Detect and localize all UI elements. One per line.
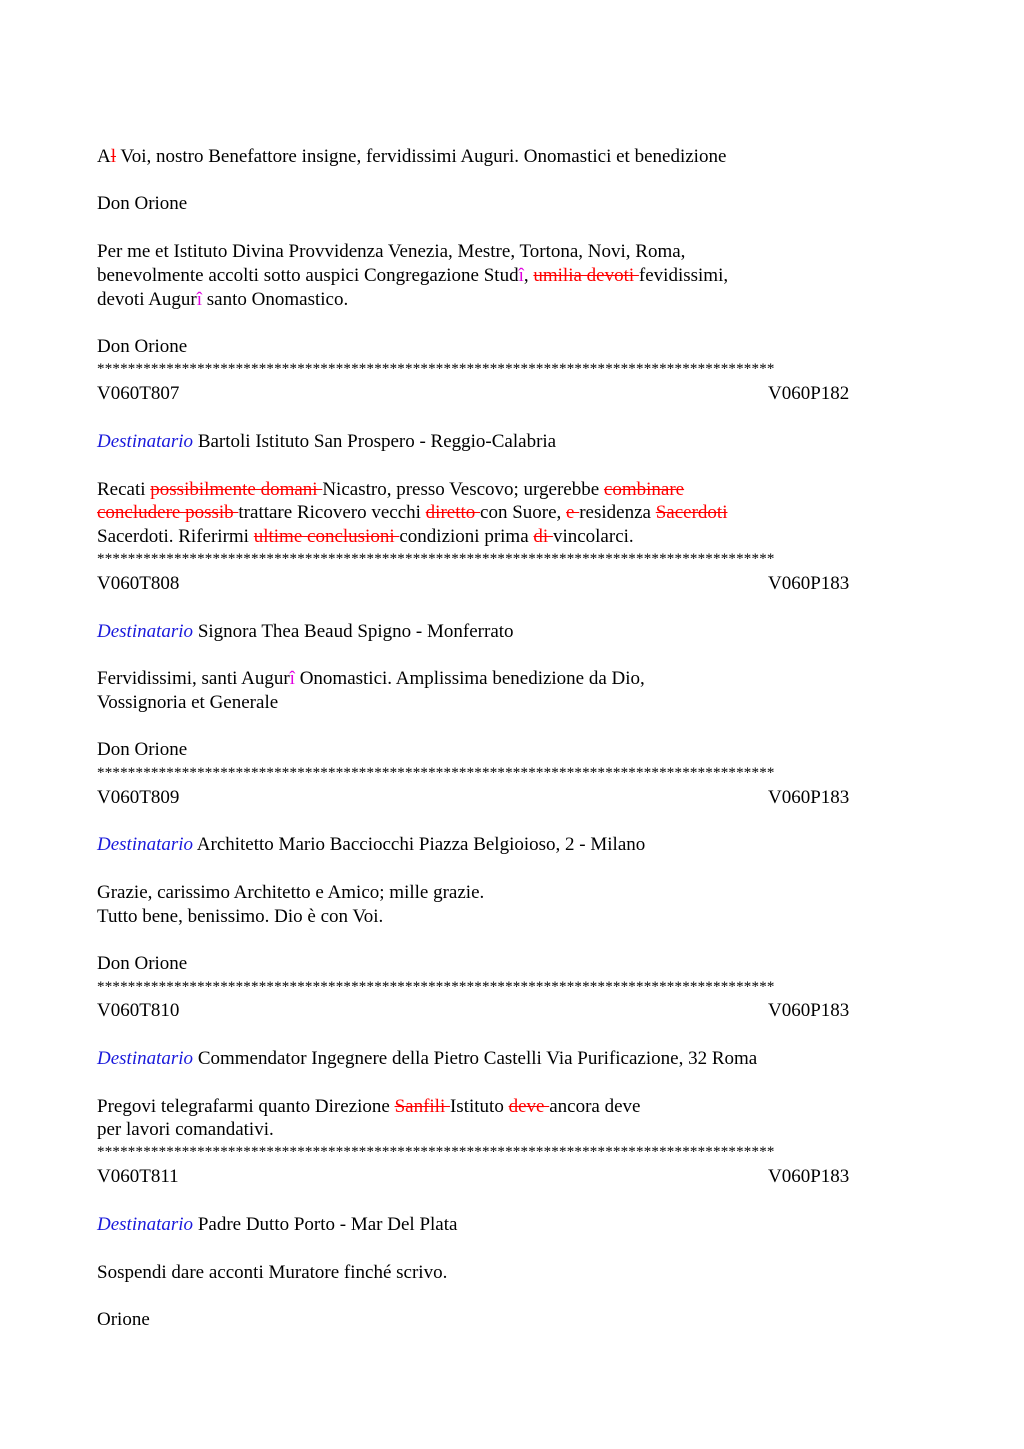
text-segment: Onomastici. Amplissima benedizione da Dio, — [294, 668, 645, 689]
text-segment: per lavori comandativi. — [97, 1119, 274, 1140]
text-segment: Istituto — [449, 1096, 509, 1117]
text-segment: Vossignoria et Generale — [97, 692, 279, 713]
entry-code-right: V060P183 — [768, 1000, 850, 1021]
text-segment: devoti Augur — [97, 289, 197, 310]
entry-code-left: V060T810 — [97, 1000, 180, 1021]
entry-body-line — [97, 905, 383, 929]
text-segment: fevidissimi, — [638, 265, 729, 286]
entry-code-right: V060P183 — [768, 787, 850, 808]
text-segment: A — [97, 146, 111, 167]
entry-code-left: V060T808 — [97, 573, 180, 594]
deleted-text: combinare — [603, 479, 685, 500]
entry-signature: Don Orione — [97, 953, 188, 974]
entry-body-line — [97, 881, 484, 905]
entry-body-line — [97, 1118, 274, 1142]
destinatario-label: Destinatario — [97, 834, 194, 855]
text-segment: Grazie, carissimo Architetto e Amico; mille grazie. — [97, 882, 485, 903]
entry-body-line — [97, 501, 727, 525]
destinatario-label: Destinatario — [97, 1048, 194, 1069]
text-segment: Tutto bene, benissimo. Dio è con Voi. — [97, 906, 384, 927]
text-segment: Per me et Istituto Divina Provvidenza Venezia, Mestre, Tortona, Novi, Roma, — [97, 241, 686, 262]
intro-greeting — [97, 145, 726, 169]
text-segment: benevolmente accolti sotto auspici Congregazione Stud — [97, 265, 519, 286]
entry-code-left: V060T809 — [97, 787, 180, 808]
separator: **************************************************************************************** — [97, 1145, 775, 1159]
entry-body-line — [97, 1095, 640, 1119]
entry-recipient: Bartoli Istituto San Prospero - Reggio-Calabria — [197, 431, 557, 452]
entry-code-left: V060T807 — [97, 383, 180, 404]
entry-signature: Orione — [97, 1309, 150, 1330]
text-segment: Sacerdoti. Riferirmi — [97, 526, 254, 547]
text-segment: trattare Ricovero vecchi — [238, 502, 426, 523]
text-segment: Fervidissimi, santi Augur — [97, 668, 290, 689]
text-segment: Pregovi telegrafarmi quanto Direzione — [97, 1096, 395, 1117]
entry-body-line — [97, 525, 634, 549]
deleted-text: l — [110, 146, 117, 167]
intro-signature-2: Don Orione — [97, 336, 188, 357]
inserted-text: î — [518, 265, 524, 286]
text-segment: santo Onomastico. — [202, 289, 349, 310]
entry-recipient: Signora Thea Beaud Spigno - Monferrato — [197, 621, 514, 642]
text-segment: ancora deve — [549, 1096, 641, 1117]
destinatario-label: Destinatario — [97, 1214, 194, 1235]
deleted-text: possibilmente domani — [150, 479, 323, 500]
text-segment: condizioni prima — [399, 526, 534, 547]
separator: **************************************************************************************** — [97, 552, 775, 566]
separator: **************************************************************************************** — [97, 362, 775, 376]
entry-code-right: V060P183 — [768, 1166, 850, 1187]
intro-body-line — [97, 240, 685, 264]
intro-body-line — [97, 288, 348, 312]
entry-body-line — [97, 667, 645, 691]
entry-recipient-line — [97, 620, 514, 644]
entry-recipient: Commendator Ingegnere della Pietro Castelli Via Purificazione, 32 Roma — [197, 1048, 758, 1069]
deleted-text: Sacerdoti — [655, 502, 728, 523]
intro-body-line — [97, 264, 728, 288]
entry-recipient: Padre Dutto Porto - Mar Del Plata — [197, 1214, 458, 1235]
entry-body-line — [97, 1261, 447, 1285]
deleted-text: concludere possib — [97, 502, 239, 523]
text-segment: Nicastro, presso Vescovo; urgerebbe — [322, 479, 604, 500]
deleted-text: umilia devoti — [533, 265, 639, 286]
entry-recipient-line — [97, 1047, 757, 1071]
text-segment: con Suore, — [480, 502, 567, 523]
text-segment: Recati — [97, 479, 151, 500]
entry-body-line — [97, 478, 684, 502]
inserted-text: î — [196, 289, 203, 310]
deleted-text: di — [533, 526, 553, 547]
separator: **************************************************************************************** — [97, 766, 775, 780]
entry-recipient-line — [97, 1213, 457, 1237]
deleted-text: deve — [508, 1096, 550, 1117]
inserted-text: î — [289, 668, 295, 689]
entry-signature: Don Orione — [97, 739, 188, 760]
entry-body-line — [97, 691, 278, 715]
entry-code-right: V060P182 — [768, 383, 850, 404]
text-segment: Sospendi dare acconti Muratore finché scrivo. — [97, 1262, 448, 1283]
deleted-text: diretto — [425, 502, 481, 523]
entry-recipient-line — [97, 430, 556, 454]
entry-code-left: V060T811 — [97, 1166, 179, 1187]
deleted-text: ultime conclusioni — [253, 526, 400, 547]
deleted-text: e — [566, 502, 580, 523]
separator: **************************************************************************************** — [97, 980, 775, 994]
deleted-text: Sanfili — [394, 1096, 450, 1117]
text-segment: , — [523, 265, 534, 286]
intro-signature-1: Don Orione — [97, 193, 188, 214]
destinatario-label: Destinatario — [97, 621, 194, 642]
entry-code-right: V060P183 — [768, 573, 850, 594]
text-segment: residenza — [579, 502, 656, 523]
entry-recipient-line — [97, 833, 645, 857]
entry-recipient: Architetto Mario Bacciocchi Piazza Belgioioso, 2 - Milano — [196, 834, 646, 855]
text-segment: vincolarci. — [552, 526, 634, 547]
text-segment: Voi, nostro Benefattore insigne, fervidissimi Auguri. Onomastici et benedizione — [116, 146, 727, 167]
destinatario-label: Destinatario — [97, 431, 194, 452]
